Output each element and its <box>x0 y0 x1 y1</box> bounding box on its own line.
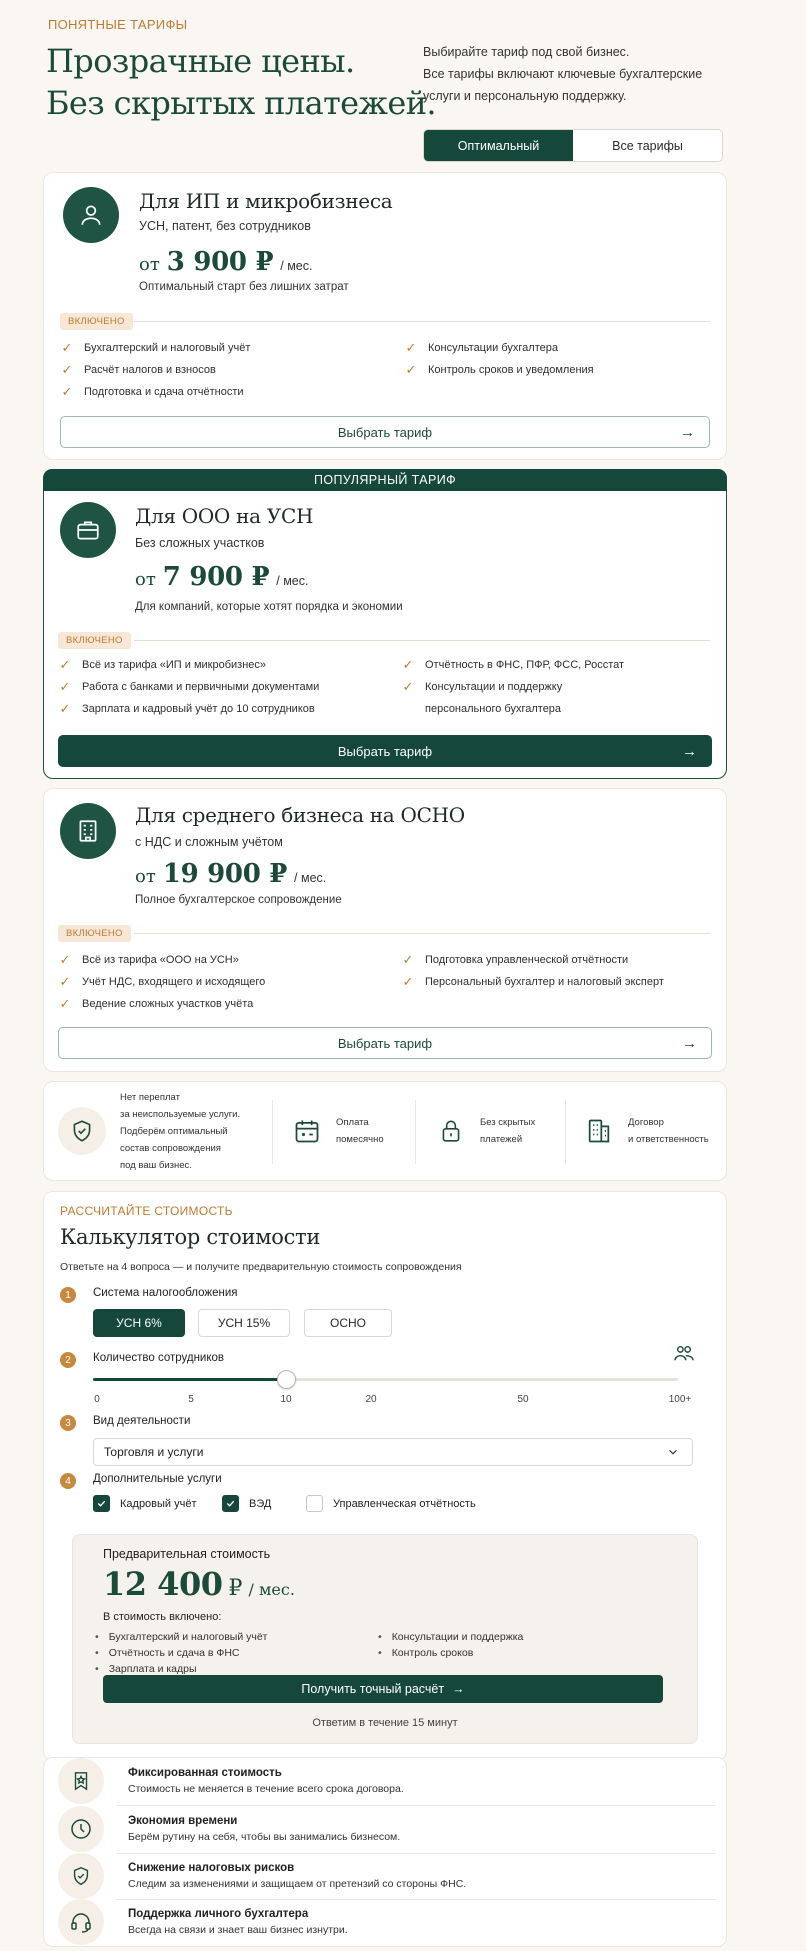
plan-note: Полное бухгалтерское сопровождение <box>135 894 342 906</box>
price-amount: 19 900 ₽ <box>162 859 288 889</box>
arrow-right-icon: → <box>680 423 695 441</box>
check-icon: ✓ <box>59 679 71 694</box>
plan-card-osno <box>43 788 727 1072</box>
feature-item: ✓ Подготовка и сдача отчётности <box>60 381 244 403</box>
included-badge: ВКЛЮЧЕНО <box>58 925 131 942</box>
activity-select-value: Торговля и услуги <box>104 1445 204 1459</box>
badge-divider <box>134 933 710 934</box>
benefit-icon-circle <box>58 1107 106 1155</box>
select-plan-label: Выбрать тариф <box>337 1035 433 1051</box>
tax-option-usn6[interactable]: УСН 6% <box>93 1309 185 1337</box>
checkbox[interactable] <box>222 1495 239 1512</box>
check-icon: ✓ <box>402 679 414 694</box>
check-icon: ✓ <box>61 362 73 377</box>
select-plan-label: Выбрать тариф <box>337 424 433 440</box>
check-icon: ✓ <box>402 657 414 672</box>
step-label: Количество сотрудников <box>93 1352 225 1364</box>
plan-note: Оптимальный старт без лишних затрат <box>139 281 349 293</box>
included-badge: ВКЛЮЧЕНО <box>60 313 133 330</box>
headset-icon <box>69 1910 93 1934</box>
step-number: 3 <box>60 1415 76 1431</box>
feature-item: ✓ Консультации и поддержку персонального бухгалтера <box>401 676 620 720</box>
benefit-item <box>584 1082 709 1180</box>
check-icon: ✓ <box>402 974 414 989</box>
benefit-text: Договор и ответственность <box>628 1117 709 1145</box>
step-number: 1 <box>60 1287 76 1303</box>
page-title-line-2: Без скрытых платежей. <box>46 84 436 122</box>
slider-thumb[interactable] <box>277 1370 296 1389</box>
checkbox[interactable] <box>306 1495 323 1512</box>
check-icon: ✓ <box>59 657 71 672</box>
plan-switcher <box>423 129 723 162</box>
briefcase-icon <box>75 517 101 543</box>
benefit-icon-wrap <box>584 1107 614 1155</box>
strip-divider <box>415 1100 416 1164</box>
benefit-text: Оплата помесячно <box>336 1117 384 1145</box>
benefit-icon-wrap <box>436 1107 466 1155</box>
result-item: • Контроль сроков <box>378 1647 474 1659</box>
result-label: Предварительная стоимость <box>103 1547 271 1561</box>
extra-checkbox-mgmt[interactable] <box>306 1495 476 1512</box>
result-included-label: В стоимость включено: <box>103 1611 222 1623</box>
page-description-line-3: услуги и персональную поддержку. <box>423 89 627 103</box>
advantage-text <box>128 1767 404 1795</box>
checkbox-label: Кадровый учёт <box>120 1497 197 1510</box>
calculator-eyebrow: РАССЧИТАЙТЕ СТОИМОСТЬ <box>60 1204 233 1218</box>
checkbox[interactable] <box>93 1495 110 1512</box>
plan-subtitle: УСН, патент, без сотрудников <box>139 219 311 233</box>
advantage-title: Фиксированная стоимость <box>128 1767 282 1779</box>
clock-icon <box>69 1817 93 1841</box>
checkbox-label: Управленческая отчётность <box>333 1497 476 1510</box>
advantage-icon-circle <box>58 1853 104 1899</box>
advantage-text <box>128 1815 400 1843</box>
plan-title: Для ИП и микробизнеса <box>139 189 393 213</box>
advantage-row <box>58 1899 716 1945</box>
switcher-all-button[interactable]: Все тарифы <box>612 138 683 153</box>
document-icon <box>585 1117 613 1145</box>
lock-icon <box>438 1118 464 1144</box>
price-from: от <box>139 254 160 275</box>
bullet: • <box>378 1631 382 1643</box>
plan-title: Для среднего бизнеса на ОСНО <box>135 803 465 827</box>
benefit-item <box>436 1082 535 1180</box>
check-icon: ✓ <box>59 996 71 1011</box>
benefit-icon-wrap <box>292 1107 322 1155</box>
benefits-strip <box>43 1081 727 1181</box>
plan-subtitle: Без сложных участков <box>135 536 265 550</box>
check-icon: ✓ <box>405 340 417 355</box>
step-number: 2 <box>60 1352 76 1368</box>
select-plan-button[interactable] <box>58 735 712 767</box>
plan-price <box>139 247 312 277</box>
advantage-row <box>58 1853 716 1899</box>
price-result-box <box>72 1534 698 1744</box>
plan-price <box>135 859 326 889</box>
quote-button-label: Получить точный расчёт <box>301 1682 445 1696</box>
get-exact-quote-button[interactable] <box>103 1675 663 1703</box>
result-number: 12 400 <box>103 1565 223 1603</box>
price-from: от <box>135 866 156 887</box>
employees-slider[interactable] <box>93 1378 678 1381</box>
select-plan-button[interactable] <box>58 1027 712 1059</box>
bullet: • <box>95 1663 99 1675</box>
check-icon: ✓ <box>59 701 71 716</box>
feature-item: ✓ Всё из тарифа «ИП и микробизнес» <box>58 654 266 676</box>
feature-item: ✓ Консультации бухгалтера <box>404 337 558 359</box>
price-amount: 3 900 ₽ <box>166 247 274 277</box>
advantage-desc: Стоимость не меняется в течение всего срока договора. <box>128 1783 404 1795</box>
advantage-title: Поддержка личного бухгалтера <box>128 1908 309 1920</box>
feature-item: ✓ Учёт НДС, входящего и исходящего <box>58 971 265 993</box>
result-item: • Консультации и поддержка <box>378 1631 524 1643</box>
feature-item: ✓ Зарплата и кадровый учёт до 10 сотрудников <box>58 698 315 720</box>
shield-check-icon <box>70 1865 92 1887</box>
check-icon: ✓ <box>405 362 417 377</box>
benefit-text: Без скрытых платежей <box>480 1117 536 1145</box>
checkmark-icon <box>96 1498 107 1509</box>
bullet: • <box>95 1631 99 1643</box>
calculator-subtitle: Ответьте на 4 вопроса — и получите предварительную стоимость сопровождения <box>60 1261 462 1273</box>
page-title-line-1: Прозрачные цены. <box>46 42 355 80</box>
plan-icon-circle <box>60 502 116 558</box>
price-period: / мес. <box>280 259 313 273</box>
plan-card-ooo <box>43 469 727 779</box>
page-description-line-2: Все тарифы включают ключевые бухгалтерские <box>423 67 703 81</box>
plan-price <box>135 562 308 592</box>
slider-tick: 10 <box>280 1394 292 1405</box>
pricing-eyebrow: ПОНЯТНЫЕ ТАРИФЫ <box>48 17 188 32</box>
check-icon: ✓ <box>59 952 71 967</box>
advantage-icon-circle <box>58 1806 104 1852</box>
advantages-card <box>43 1757 727 1947</box>
tax-option-osno[interactable]: ОСНО <box>304 1309 392 1337</box>
strip-divider <box>272 1100 273 1164</box>
page-description <box>423 41 763 107</box>
arrow-right-icon: → <box>452 1682 465 1696</box>
feature-item: ✓ Расчёт налогов и взносов <box>60 359 216 381</box>
price-period: / мес. <box>294 871 327 885</box>
plan-icon-circle <box>60 803 116 859</box>
activity-select[interactable] <box>93 1438 693 1466</box>
popular-banner: ПОПУЛЯРНЫЙ ТАРИФ <box>43 469 727 491</box>
step-label: Система налогообложения <box>93 1287 238 1299</box>
response-time-note: Ответим в течение 15 минут <box>312 1717 458 1729</box>
check-icon: ✓ <box>402 952 414 967</box>
benefit-item <box>292 1082 384 1180</box>
check-icon: ✓ <box>59 974 71 989</box>
slider-fill <box>93 1378 286 1381</box>
feature-item: ✓ Персональный бухгалтер и налоговый эксперт <box>401 971 664 993</box>
result-period: / мес. <box>248 1580 295 1599</box>
tax-option-usn15[interactable]: УСН 15% <box>198 1309 290 1337</box>
plan-note: Для компаний, которые хотят порядка и экономии <box>135 601 403 613</box>
plan-subtitle: с НДС и сложным учётом <box>135 835 283 849</box>
plan-card-ip <box>43 172 727 460</box>
feature-item: ✓ Отчётность в ФНС, ПФР, ФСС, Росстат <box>401 654 624 676</box>
feature-item: ✓ Ведение сложных участков учёта <box>58 993 253 1015</box>
feature-item: ✓ Всё из тарифа «ООО на УСН» <box>58 949 239 971</box>
advantage-row <box>58 1806 716 1852</box>
page-description-line-1: Выбирайте тариф под свой бизнес. <box>423 45 630 59</box>
plan-title: Для ООО на УСН <box>135 504 314 528</box>
select-plan-button[interactable] <box>60 416 710 448</box>
strip-divider <box>565 1100 566 1164</box>
advantage-text <box>128 1908 348 1936</box>
feature-item: ✓ Работа с банками и первичными документами <box>58 676 319 698</box>
user-icon <box>78 202 104 228</box>
page-title <box>46 40 436 124</box>
slider-tick: 50 <box>517 1394 529 1405</box>
checkbox-label: ВЭД <box>249 1497 272 1510</box>
step-label: Дополнительные услуги <box>93 1473 222 1485</box>
badge-divider <box>134 640 710 641</box>
select-plan-label: Выбрать тариф <box>337 743 433 759</box>
people-icon <box>673 1344 695 1362</box>
building-icon <box>75 818 101 844</box>
price-amount: 7 900 ₽ <box>162 562 270 592</box>
result-currency: ₽ <box>228 1576 243 1601</box>
slider-tick: 0 <box>94 1394 100 1405</box>
shield-check-icon <box>69 1118 95 1144</box>
result-item: • Отчётность и сдача в ФНС <box>95 1647 240 1659</box>
result-item: • Бухгалтерский и налоговый учёт <box>95 1631 268 1643</box>
arrow-right-icon: → <box>682 1034 697 1052</box>
extra-checkbox-ved[interactable] <box>222 1495 271 1512</box>
advantage-text <box>128 1862 466 1890</box>
advantage-icon-circle <box>58 1758 104 1804</box>
feature-item: ✓ Контроль сроков и уведомления <box>404 359 594 381</box>
step-label: Вид деятельности <box>93 1415 191 1427</box>
feature-item: ✓ Подготовка управленческой отчётности <box>401 949 628 971</box>
calendar-icon <box>293 1117 321 1145</box>
bullet: • <box>378 1647 382 1659</box>
advantage-desc: Следим за изменениями и защищаем от претензий со стороны ФНС. <box>128 1878 467 1890</box>
switcher-optimal-button[interactable]: Оптимальный <box>424 130 573 161</box>
bullet: • <box>95 1647 99 1659</box>
slider-tick: 100+ <box>668 1394 692 1405</box>
step-number: 4 <box>60 1473 76 1489</box>
plan-icon-circle <box>63 187 119 243</box>
checkmark-icon <box>225 1498 236 1509</box>
result-item: • Зарплата и кадры <box>95 1663 197 1675</box>
advantage-icon-circle <box>58 1899 104 1945</box>
advantage-desc: Всегда на связи и знает ваш бизнес изнутри. <box>128 1924 348 1936</box>
benefit-item <box>58 1082 240 1180</box>
badge-star-icon <box>70 1770 92 1792</box>
slider-tick: 20 <box>365 1394 377 1405</box>
benefit-text: Нет переплат за неиспользуемые услуги. Подберём оптимальный состав сопровождения под ваш бизнес. <box>120 1091 241 1171</box>
check-icon: ✓ <box>61 384 73 399</box>
feature-item: ✓ Бухгалтерский и налоговый учёт <box>60 337 250 359</box>
included-badge: ВКЛЮЧЕНО <box>58 632 131 649</box>
price-period: / мес. <box>276 574 309 588</box>
arrow-right-icon: → <box>682 742 697 760</box>
price-from: от <box>135 569 156 590</box>
extra-checkbox-hr[interactable] <box>93 1495 197 1512</box>
advantage-row <box>58 1758 716 1804</box>
result-amount <box>103 1565 295 1603</box>
advantage-title: Снижение налоговых рисков <box>128 1862 295 1874</box>
calculator-card <box>43 1191 727 1761</box>
advantage-title: Экономия времени <box>128 1815 238 1827</box>
chevron-down-icon <box>666 1445 680 1459</box>
slider-tick: 5 <box>188 1394 194 1405</box>
badge-divider <box>134 321 710 322</box>
check-icon: ✓ <box>61 340 73 355</box>
calculator-title: Калькулятор стоимости <box>60 1225 321 1249</box>
advantage-desc: Берём рутину на себя, чтобы вы занимались бизнесом. <box>128 1831 401 1843</box>
